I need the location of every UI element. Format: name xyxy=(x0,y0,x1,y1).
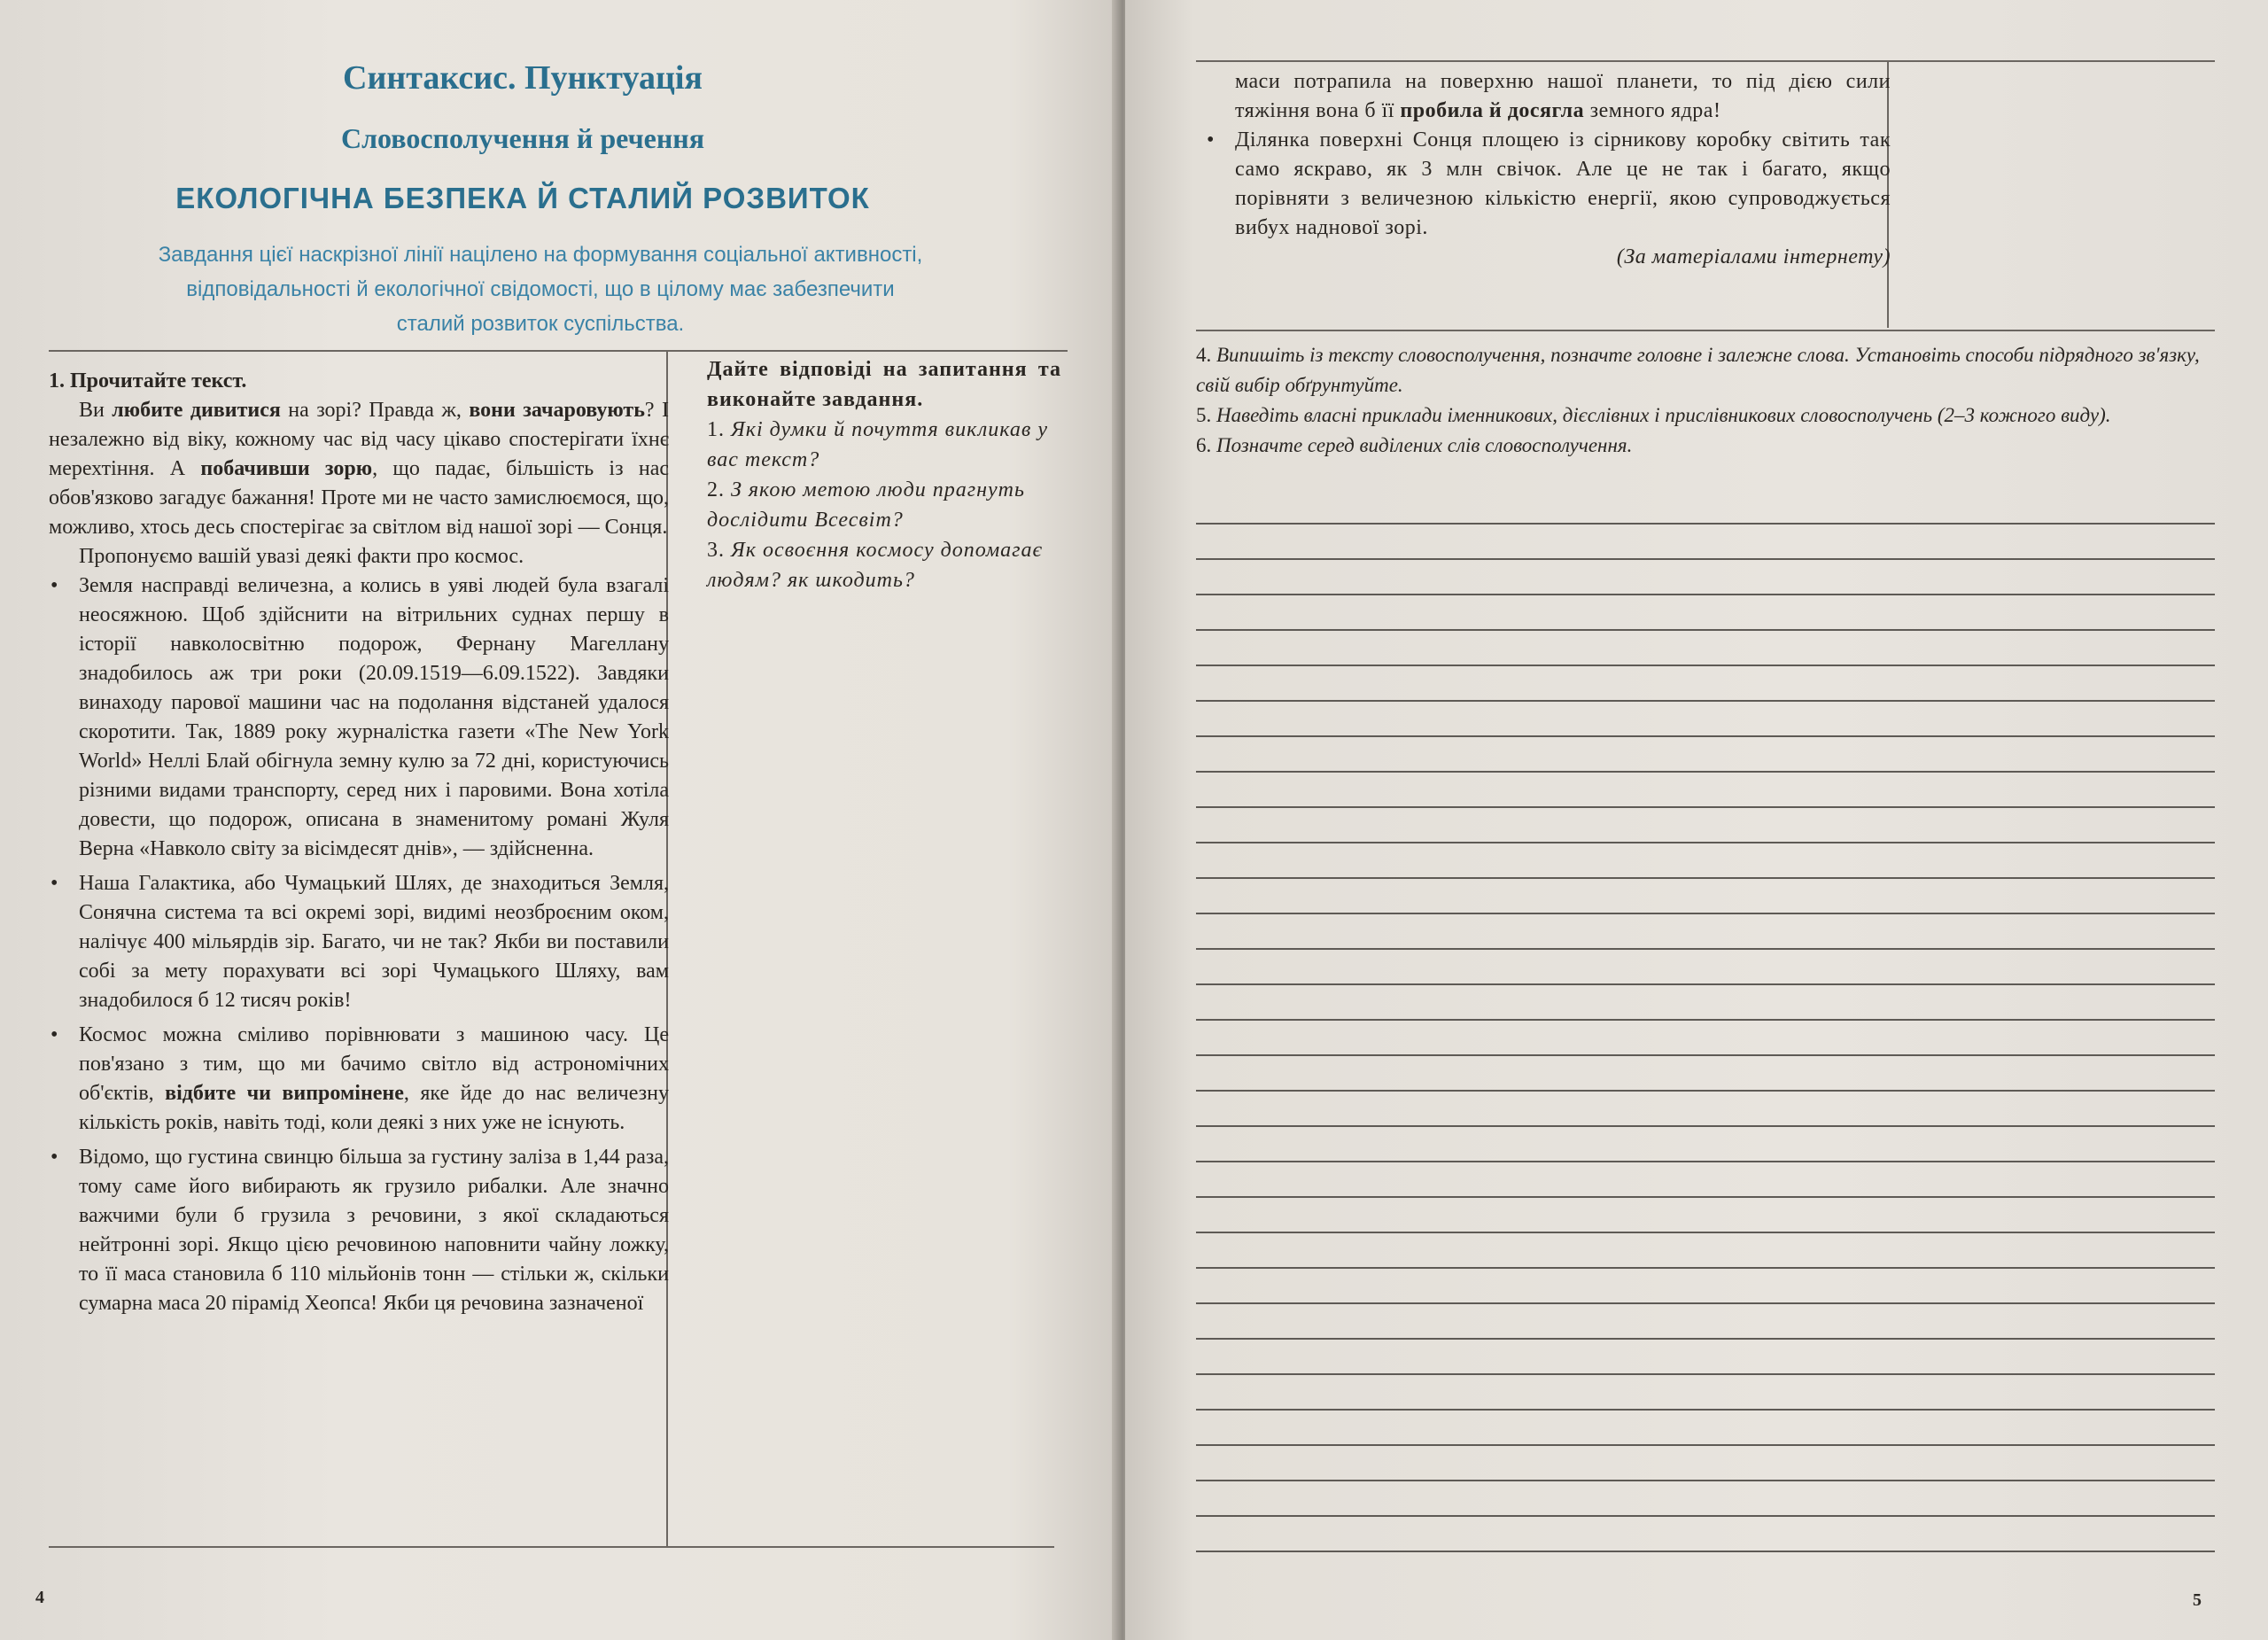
main-text-column xyxy=(49,367,669,1318)
writing-line xyxy=(1196,806,2215,808)
bullet-item: • Відомо, що густина свинцю більша за густину заліза в 1,44 раза, тому саме його вибирають як грузило рибалки. Але значно важчими були б грузила з речовини, з якої складаються нейтронні зорі. Якщо цією речовиною наповнити чайну ложку, то її маса становила б 110 мільйонів тонн — стільки ж, скільки сумарна маса 20 пірамід Хеопса! Якби ця речовина зазначеної xyxy=(49,1143,669,1318)
bullet-icon: • xyxy=(50,1023,58,1046)
source-note: (За матеріалами інтернету) xyxy=(1616,245,1891,268)
writing-line xyxy=(1196,1302,2215,1304)
page-subtitle: Словосполучення й речення xyxy=(340,122,704,154)
paragraph: Ви любите дивитися на зорі? Правда ж, вони зачаровують? І незалежно від віку, кожному час від часу цікаво спостерігати їхнє мерехтіння. А побачивши зорю, що падає, більшість із нас обов'язково загадує бажання! Проте ми не часто замислюємося, що, можливо, хтось десь спостерігає за світлом від нашої зорі — Сонця. xyxy=(49,399,669,539)
bullet-item: • Космос можна сміливо порівнювати з машиною часу. Це пов'язано з тим, що ми бачимо світло від астрономічних об'єктів, відбите чи випромінене, яке йде до нас величезну кількість років, навіть тоді, коли деякі з них уже не існують. xyxy=(49,1021,669,1138)
paragraph: Пропонуємо вашій увазі деякі факти про космос. xyxy=(79,545,524,568)
questions-heading: Дайте відповіді на запитання та виконайте завдання. xyxy=(707,358,1061,411)
writing-line xyxy=(1196,1409,2215,1411)
writing-line xyxy=(1196,842,2215,843)
bullet-item: • Наша Галактика, або Чумацький Шлях, де знаходиться Земля, Сонячна система та всі окремі зорі, видимі неозброєним оком, налічує 400 мільярдів зір. Багато, чи не так? Якби ви поставили собі за мету порахувати всі зорі Чумацького Шляху, вам знадобилося б 12 тисяч років! xyxy=(49,869,669,1015)
question-item: 1. Які думки й почуття викликав у вас текст? xyxy=(707,418,1048,471)
writing-line xyxy=(1196,1090,2215,1092)
writing-line xyxy=(1196,1480,2215,1481)
intro-text xyxy=(97,237,983,341)
divider xyxy=(49,350,1068,352)
writing-line xyxy=(1196,523,2215,525)
page-number: 4 xyxy=(35,1588,44,1607)
tasks-block xyxy=(1196,340,2215,461)
writing-line xyxy=(1196,629,2215,631)
task-heading: 1. Прочитайте текст. xyxy=(49,369,247,393)
writing-line xyxy=(1196,735,2215,737)
page-title: Синтаксис. Пунктуація xyxy=(343,59,703,97)
writing-line xyxy=(1196,1232,2215,1233)
writing-line xyxy=(1196,983,2215,985)
divider xyxy=(1196,330,2215,331)
writing-line xyxy=(1196,1019,2215,1021)
bullet-icon: • xyxy=(50,872,58,895)
question-item: 2. З якою метою люди прагнуть дослідити Всесвіт? xyxy=(707,478,1025,532)
writing-line xyxy=(1196,594,2215,595)
continued-text xyxy=(1207,67,1891,272)
page-number: 5 xyxy=(2193,1590,2202,1610)
writing-line xyxy=(1196,877,2215,879)
writing-line xyxy=(1196,1125,2215,1127)
writing-line xyxy=(1196,665,2215,666)
writing-line xyxy=(1196,700,2215,702)
writing-line xyxy=(1196,1161,2215,1162)
writing-line xyxy=(1196,1444,2215,1446)
writing-line xyxy=(1196,1373,2215,1375)
bullet-icon: • xyxy=(50,574,58,597)
writing-line xyxy=(1196,558,2215,560)
writing-line xyxy=(1196,1338,2215,1340)
divider xyxy=(1196,60,2215,62)
bullet-item: • Земля насправді величезна, а колись в уяві людей була взагалі неосяжною. Щоб здійснити на вітрильних суднах першу в історії навколосвітню подорож, Фернану Магеллану знадобилось аж три роки (20.09.1519—6.09.1522). Завдяки винаходу парової машини час на подолання відстаней удалося скоротити. Так, 1889 року журналістка газети «The New York World» Неллі Блай обігнула земну кулю за 72 дні, користуючись різними видами транспорту, серед них і паровими. Вона хотіла довести, що подорож, описана в знаменитому романі Жуля Верна «Навколо світу за вісімдесят днів», — здійсненна. xyxy=(49,571,669,864)
task-item: 6. Позначте серед виділених слів словосполучення. xyxy=(1196,434,1633,456)
writing-line xyxy=(1196,913,2215,914)
writing-line xyxy=(1196,1551,2215,1552)
question-item: 3. Як освоєння космосу допомагає людям? як шкодить? xyxy=(707,539,1043,592)
bullet-icon: • xyxy=(1207,128,1215,152)
intro-line: відповідальності й екологічної свідомості, що в цілому має забезпечити xyxy=(186,277,895,301)
writing-line xyxy=(1196,1196,2215,1198)
writing-line xyxy=(1196,1267,2215,1269)
left-page xyxy=(0,0,1121,1640)
task-item: 4. Випишіть із тексту словосполучення, позначте головне і залежне слова. Установіть способи підрядного зв'язку, свій вибір обґрунтуйте. xyxy=(1196,344,2200,396)
bullet-item: • Ділянка поверхні Сонця площею із сірникову коробку світить так само яскраво, як 3 млн свічок. Але це не так і багато, якщо порівняти з величезною кількістю енергії, якою супроводжується вибух наднової зорі. xyxy=(1235,126,1891,243)
writing-line xyxy=(1196,771,2215,773)
writing-line xyxy=(1196,1515,2215,1517)
writing-line xyxy=(1196,1054,2215,1056)
right-page xyxy=(1125,0,2268,1640)
intro-line: сталий розвиток суспільства. xyxy=(396,312,685,336)
paragraph: маси потрапила на поверхню нашої планети, то під дією сили тяжіння вона б її пробила й досягла земного ядра! xyxy=(1235,70,1891,122)
section-heading: ЕКОЛОГІЧНА БЕЗПЕКА Й СТАЛИЙ РОЗВИТОК xyxy=(175,182,870,214)
bullet-icon: • xyxy=(50,1146,58,1169)
task-item: 5. Наведіть власні приклади іменникових, дієслівних і прислівникових словосполучень (2–3 кожного виду). xyxy=(1196,404,2111,426)
divider xyxy=(49,1546,1054,1548)
intro-line: Завдання цієї наскрізної лінії націлено на формування соціальної активності, xyxy=(158,243,923,267)
writing-line xyxy=(1196,948,2215,950)
questions-column xyxy=(707,354,1061,595)
